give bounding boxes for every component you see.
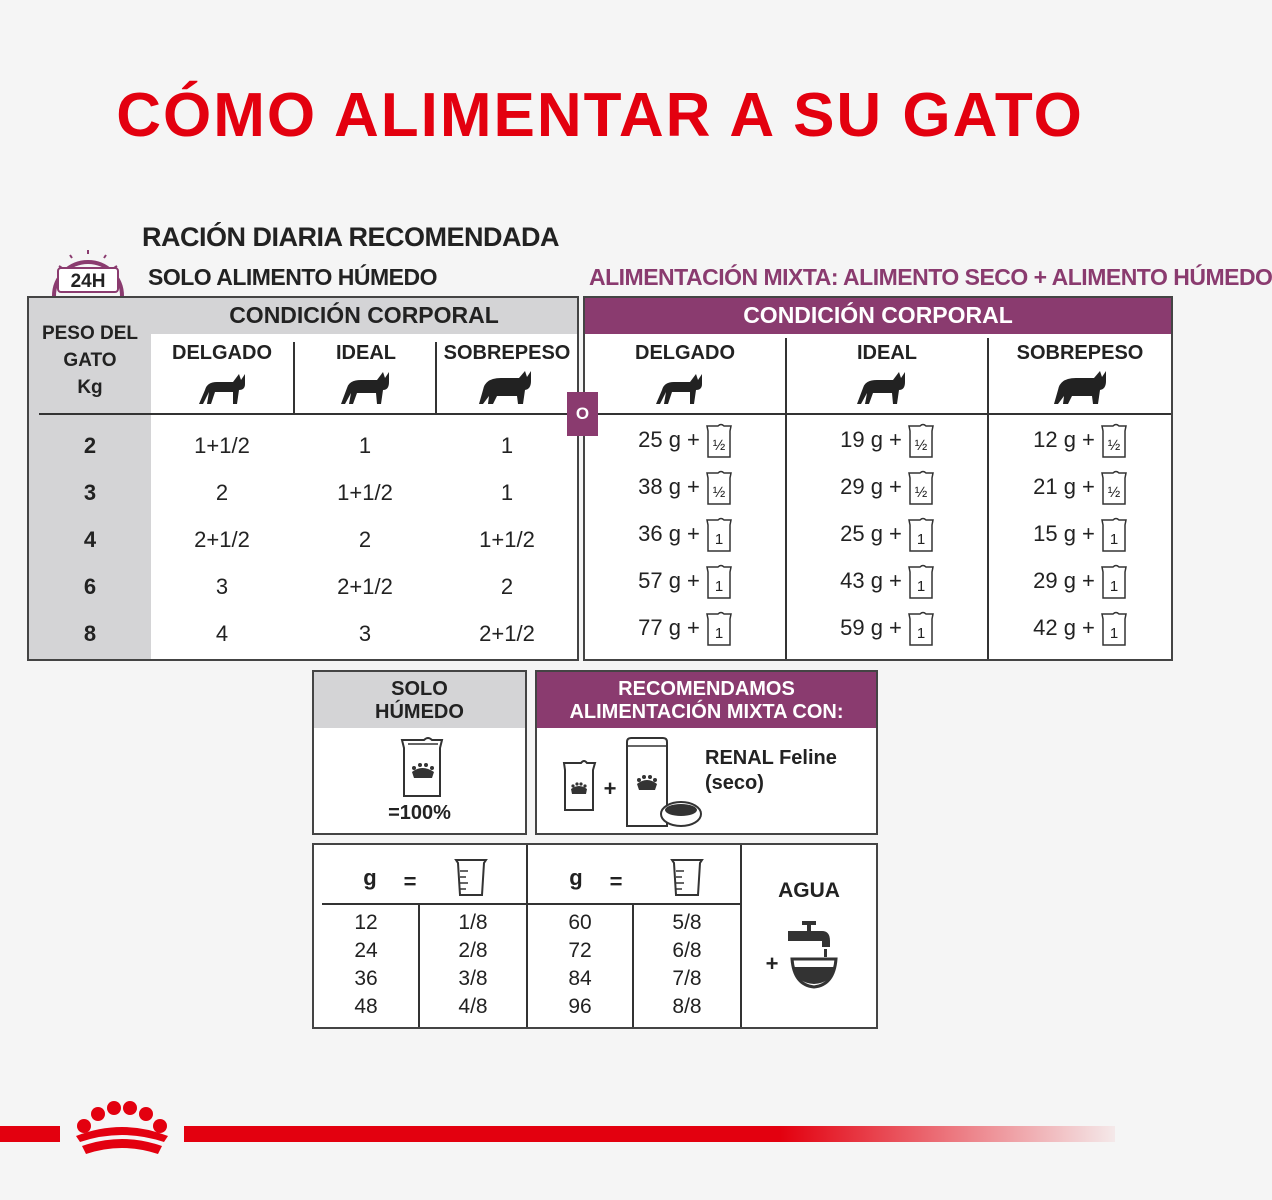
conversion-cell: 60 xyxy=(568,911,592,934)
pouch-icon xyxy=(908,611,934,647)
pouch-icon xyxy=(1101,517,1127,553)
mixed-box-header-line1: RECOMENDAMOS xyxy=(618,678,795,700)
grams-value: 57 g + xyxy=(638,568,700,593)
grams-label: g xyxy=(569,865,583,890)
mixed-table-cell xyxy=(989,514,1171,554)
pouch-fraction: 1 xyxy=(916,578,926,596)
wet-pouch-icon xyxy=(398,734,446,800)
water-label: AGUA xyxy=(778,879,840,902)
pouch-fraction: 1 xyxy=(1109,531,1119,549)
grams-value: 36 g + xyxy=(638,521,700,546)
pouch-icon xyxy=(908,517,934,553)
water-plus-label: + xyxy=(765,951,779,976)
pouch-icon xyxy=(1101,611,1127,647)
conversion-cell: 36 xyxy=(354,967,378,990)
table-cell: 1 xyxy=(500,480,514,505)
pouch-fraction: ½ xyxy=(1107,437,1121,455)
pouch-fraction: 1 xyxy=(916,625,926,643)
ideal-cat-icon xyxy=(851,368,911,408)
conversion-cell: 24 xyxy=(354,939,378,962)
wet-pouch-icon xyxy=(561,758,597,814)
conversion-cell: 12 xyxy=(354,911,378,934)
conversion-cell: 1/8 xyxy=(458,911,488,934)
equals-label: = xyxy=(403,869,417,894)
mixed-table-cell xyxy=(989,420,1171,460)
plus-label: + xyxy=(603,776,617,801)
wet-only-box-header-line1: SOLO xyxy=(391,678,448,700)
mixed-table-cell xyxy=(787,561,987,601)
pouch-fraction: 1 xyxy=(714,578,724,596)
mixed-table-cell xyxy=(787,608,987,648)
table-cell: 1 xyxy=(500,433,514,458)
table-cell: 2 xyxy=(215,480,229,505)
conversion-cell: 84 xyxy=(568,967,592,990)
pouch-fraction: ½ xyxy=(914,437,928,455)
measuring-cup-icon xyxy=(454,857,488,897)
grams-value: 59 g + xyxy=(840,615,902,640)
pouch-fraction: 1 xyxy=(1109,578,1119,596)
weight-header-line3: Kg xyxy=(77,377,103,398)
weight-header xyxy=(29,320,151,401)
measuring-cup-icon xyxy=(670,857,704,897)
pouch-icon xyxy=(706,517,732,553)
mixed-feeding-title: ALIMENTACIÓN MIXTA: ALIMENTO SECO + ALIMENTO HÚMEDO xyxy=(589,264,1272,290)
grams-value: 25 g + xyxy=(840,521,902,546)
column-header-ideal: IDEAL xyxy=(857,342,917,364)
weight-cell: 6 xyxy=(83,574,97,599)
ideal-cat-icon xyxy=(337,368,393,408)
column-header-overweight: SOBREPESO xyxy=(1016,342,1144,364)
wet-only-table xyxy=(27,296,579,661)
table-cell: 3 xyxy=(215,574,229,599)
pouch-fraction: 1 xyxy=(714,531,724,549)
grams-value: 77 g + xyxy=(638,615,700,640)
pouch-fraction: ½ xyxy=(914,484,928,502)
table-cell: 2+1/2 xyxy=(337,574,393,599)
condition-header: CONDICIÓN CORPORAL xyxy=(229,302,499,328)
mixed-table-cell xyxy=(585,467,785,507)
pouch-icon xyxy=(1101,423,1127,459)
mixed-table-cell xyxy=(787,467,987,507)
table-cell: 2 xyxy=(500,574,514,599)
column-header-ideal: IDEAL xyxy=(336,342,396,364)
mixed-recommendation-box xyxy=(535,670,878,835)
product-name-line2: (seco) xyxy=(705,772,764,794)
pouch-icon xyxy=(706,564,732,600)
mixed-box-header-line2: ALIMENTACIÓN MIXTA CON: xyxy=(569,701,844,723)
product-name-line1: RENAL Feline xyxy=(705,747,837,769)
pouch-icon xyxy=(706,611,732,647)
pouch-icon xyxy=(706,423,732,459)
grams-value: 38 g + xyxy=(638,474,700,499)
grams-value: 12 g + xyxy=(1033,427,1095,452)
table-cell: 3 xyxy=(358,621,372,646)
grams-value: 43 g + xyxy=(840,568,902,593)
wet-only-box-header-line2: HÚMEDO xyxy=(375,701,464,723)
pouch-fraction: ½ xyxy=(712,484,726,502)
conversion-cell: 3/8 xyxy=(458,967,488,990)
mixed-table-cell xyxy=(585,420,785,460)
wet-only-title: SOLO ALIMENTO HÚMEDO xyxy=(148,264,437,290)
royal-canin-crown-logo xyxy=(68,1102,176,1162)
overweight-cat-icon xyxy=(475,368,535,408)
mixed-feeding-table xyxy=(583,296,1173,661)
table-cell: 1 xyxy=(358,433,372,458)
conversion-cell: 48 xyxy=(354,995,378,1018)
table-cell: 2 xyxy=(358,527,372,552)
pouch-icon xyxy=(706,470,732,506)
weight-cell: 8 xyxy=(83,621,97,646)
thin-cat-icon xyxy=(649,368,709,408)
pouch-icon xyxy=(908,564,934,600)
mixed-table-cell xyxy=(787,514,987,554)
weight-cell: 2 xyxy=(83,433,97,458)
conversion-cell: 8/8 xyxy=(672,995,702,1018)
grams-value: 42 g + xyxy=(1033,615,1095,640)
pouch-icon xyxy=(1101,470,1127,506)
mixed-table-cell xyxy=(989,467,1171,507)
grams-value: 21 g + xyxy=(1033,474,1095,499)
table-cell: 2+1/2 xyxy=(194,527,250,552)
pouch-icon xyxy=(908,470,934,506)
table-cell: 1+1/2 xyxy=(479,527,535,552)
mixed-table-cell xyxy=(585,514,785,554)
mixed-table-cell xyxy=(787,420,987,460)
mixed-table-cell xyxy=(989,608,1171,648)
conversion-cell: 2/8 xyxy=(458,939,488,962)
conversion-cell: 5/8 xyxy=(672,911,702,934)
page-title: CÓMO ALIMENTAR A SU GATO xyxy=(116,81,1084,150)
thin-cat-icon xyxy=(195,368,249,408)
weight-cell: 3 xyxy=(83,480,97,505)
column-header-thin: DELGADO xyxy=(635,342,735,364)
conversion-table xyxy=(312,843,878,1029)
pouch-fraction: ½ xyxy=(1107,484,1121,502)
weight-header-line1: PESO DEL xyxy=(41,323,139,344)
equals-label: = xyxy=(609,869,623,894)
mixed-table-cell xyxy=(585,561,785,601)
product-name xyxy=(705,746,837,796)
percent-label: =100% xyxy=(388,802,451,824)
column-header-overweight: SOBREPESO xyxy=(443,342,571,364)
grams-label: g xyxy=(363,865,377,890)
conversion-cell: 72 xyxy=(568,939,592,962)
table-cell: 4 xyxy=(215,621,229,646)
conversion-cell: 4/8 xyxy=(458,995,488,1018)
pouch-icon xyxy=(908,423,934,459)
conversion-cell: 6/8 xyxy=(672,939,702,962)
clock-24h-icon xyxy=(48,244,128,304)
pouch-fraction: 1 xyxy=(1109,625,1119,643)
table-cell: 2+1/2 xyxy=(479,621,535,646)
column-header-thin: DELGADO xyxy=(172,342,272,364)
grams-value: 29 g + xyxy=(840,474,902,499)
mixed-table-cell xyxy=(585,608,785,648)
grams-value: 29 g + xyxy=(1033,568,1095,593)
water-tap-icon xyxy=(782,917,842,997)
mixed-box-header xyxy=(537,678,876,724)
ration-title: RACIÓN DIARIA RECOMENDADA xyxy=(142,222,559,252)
dry-food-bag-icon xyxy=(623,734,705,830)
mixed-table-cell xyxy=(989,561,1171,601)
wet-only-box xyxy=(312,670,527,835)
grams-value: 19 g + xyxy=(840,427,902,452)
pouch-fraction: ½ xyxy=(712,437,726,455)
pouch-fraction: 1 xyxy=(916,531,926,549)
condition-header: CONDICIÓN CORPORAL xyxy=(743,302,1013,328)
table-cell: 1+1/2 xyxy=(337,480,393,505)
table-cell: 1+1/2 xyxy=(194,433,250,458)
wet-only-box-header xyxy=(314,678,525,724)
or-badge: O xyxy=(567,392,598,436)
clock-label: 24H xyxy=(70,271,106,292)
conversion-cell: 7/8 xyxy=(672,967,702,990)
weight-cell: 4 xyxy=(83,527,97,552)
overweight-cat-icon xyxy=(1049,368,1111,408)
conversion-cell: 96 xyxy=(568,995,592,1018)
weight-header-line2: GATO xyxy=(63,350,117,371)
grams-value: 25 g + xyxy=(638,427,700,452)
pouch-icon xyxy=(1101,564,1127,600)
grams-value: 15 g + xyxy=(1033,521,1095,546)
pouch-fraction: 1 xyxy=(714,625,724,643)
